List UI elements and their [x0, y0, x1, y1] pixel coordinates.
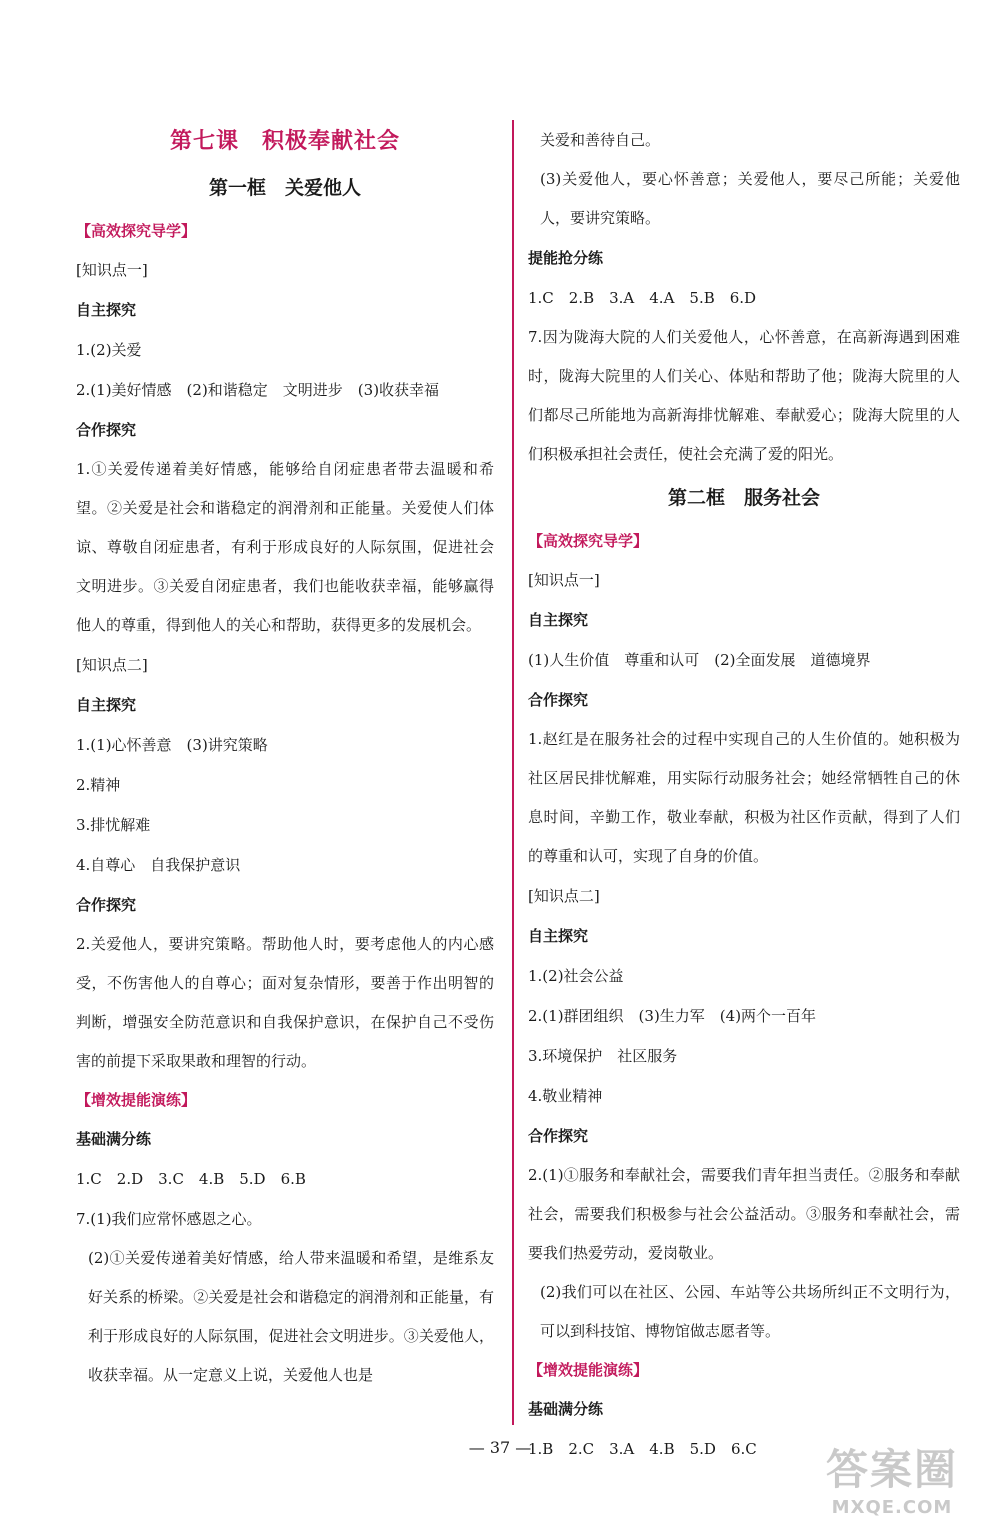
subheading-self-study: 自主探究	[528, 927, 589, 945]
answer-line: 4.敬业精神	[528, 1087, 603, 1105]
answer-paragraph: 7.因为陇海大院的人们关爱他人，心怀善意，在高新海遇到困难时，陇海大院里的人们关心、体贴和帮助了他；陇海大院里的人们都尽己所能地为高新海排忧解难、奉献爱心；陇海大院里的人们积极承担社会责任，使社会充满了爱的阳光。	[528, 328, 960, 463]
answer-line: 关爱和善待自己。	[540, 131, 661, 149]
answer-line: (1)人生价值 尊重和认可 (2)全面发展 道德境界	[528, 651, 871, 669]
section-tag-practice: 【增效提能演练】	[76, 1091, 197, 1109]
knowledge-point-2: [知识点二]	[76, 656, 148, 674]
answer-line: 2.(1)群团组织 (3)生力军 (4)两个一百年	[528, 1007, 817, 1025]
subheading-cooperative-study: 合作探究	[76, 896, 137, 914]
answer-line: 1.(2)社会公益	[528, 967, 624, 985]
answer-paragraph: 1.①关爱传递着美好情感，能够给自闭症患者带去温暖和希望。②关爱是社会和谐稳定的润滑剂和正能量。关爱使人们体谅、尊敬自闭症患者，有利于形成良好的人际氛围，促进社会文明进步。③关爱自闭症患者，我们也能收获幸福，能够赢得他人的尊重，得到他人的关心和帮助，获得更多的发展机会。	[76, 460, 494, 634]
answer-line: 1.(2)关爱	[76, 341, 142, 359]
frame-title-1: 第一框 关爱他人	[208, 177, 361, 199]
answer-line: 1.C 2.D 3.C 4.B 5.D 6.B	[76, 1170, 306, 1188]
answer-line: 4.自尊心 自我保护意识	[76, 856, 241, 874]
section-tag-practice: 【增效提能演练】	[528, 1361, 649, 1379]
left-column	[76, 118, 494, 1395]
watermark-url: MXQE.COM	[831, 1497, 953, 1518]
answer-line: 1.(1)心怀善意 (3)讲究策略	[76, 736, 268, 754]
answer-line: 1.B 2.C 3.A 4.B 5.D 6.C	[528, 1440, 757, 1458]
subheading-cooperative-study: 合作探究	[76, 421, 137, 439]
subheading-basic-practice: 基础满分练	[528, 1400, 604, 1418]
answer-line: 7.(1)我们应常怀感恩之心。	[76, 1210, 262, 1228]
answer-paragraph: (3)关爱他人，要心怀善意；关爱他人，要尽己所能；关爱他人，要讲究策略。	[540, 170, 960, 227]
answer-paragraph: (2)①关爱传递着美好情感，给人带来温暖和希望，是维系友好关系的桥梁。②关爱是社会和谐稳定的润滑剂和正能量，有利于形成良好的人际氛围，促进社会文明进步。③关爱他人，收获幸福。从一定意义上说，关爱他人也是	[88, 1249, 494, 1384]
right-column	[528, 120, 960, 1469]
knowledge-point-1: [知识点一]	[76, 261, 148, 279]
subheading-self-study: 自主探究	[76, 696, 137, 714]
answer-paragraph: (2)我们可以在社区、公园、车站等公共场所纠正不文明行为，可以到科技馆、博物馆做志愿者等。	[540, 1283, 960, 1340]
lesson-title: 第七课 积极奉献社会	[169, 128, 400, 154]
knowledge-point-1: [知识点一]	[528, 571, 600, 589]
watermark-logo	[800, 1444, 984, 1524]
answer-line: 3.环境保护 社区服务	[528, 1047, 678, 1065]
section-tag-guide: 【高效探究导学】	[528, 532, 649, 550]
knowledge-point-2: [知识点二]	[528, 887, 600, 905]
watermark-text: 答案圈	[825, 1445, 958, 1494]
page-number: — 37 —	[468, 1438, 532, 1457]
answer-paragraph: 2.(1)①服务和奉献社会，需要我们青年担当责任。②服务和奉献社会，需要我们积极参与社会公益活动。③服务和奉献社会，需要我们热爱劳动，爱岗敬业。	[528, 1166, 960, 1262]
subheading-self-study: 自主探究	[528, 611, 589, 629]
frame-title-2: 第二框 服务社会	[667, 487, 820, 509]
subheading-cooperative-study: 合作探究	[528, 1127, 589, 1145]
section-tag-guide: 【高效探究导学】	[76, 222, 197, 240]
answer-paragraph: 2.关爱他人，要讲究策略。帮助他人时，要考虑他人的内心感受，不伤害他人的自尊心；面对复杂情形，要善于作出明智的判断，增强安全防范意识和自我保护意识，在保护自己不受伤害的前提下采取果敢和理智的行动。	[76, 935, 494, 1070]
subheading-basic-practice: 基础满分练	[76, 1130, 152, 1148]
column-divider	[512, 120, 514, 1425]
answer-line: 2.精神	[76, 776, 121, 794]
answer-line: 3.排忧解难	[76, 816, 151, 834]
answer-line: 2.(1)美好情感 (2)和谐稳定 文明进步 (3)收获幸福	[76, 381, 440, 399]
answer-paragraph: 1.赵红是在服务社会的过程中实现自己的人生价值的。她积极为社区居民排忧解难，用实际行动服务社会；她经常牺牲自己的休息时间，辛勤工作，敬业奉献，积极为社区作贡献，得到了人们的尊重和认可，实现了自身的价值。	[528, 730, 960, 865]
subheading-ability-practice: 提能抢分练	[528, 249, 604, 267]
subheading-self-study: 自主探究	[76, 301, 137, 319]
answer-line: 1.C 2.B 3.A 4.A 5.B 6.D	[528, 289, 757, 307]
subheading-cooperative-study: 合作探究	[528, 691, 589, 709]
